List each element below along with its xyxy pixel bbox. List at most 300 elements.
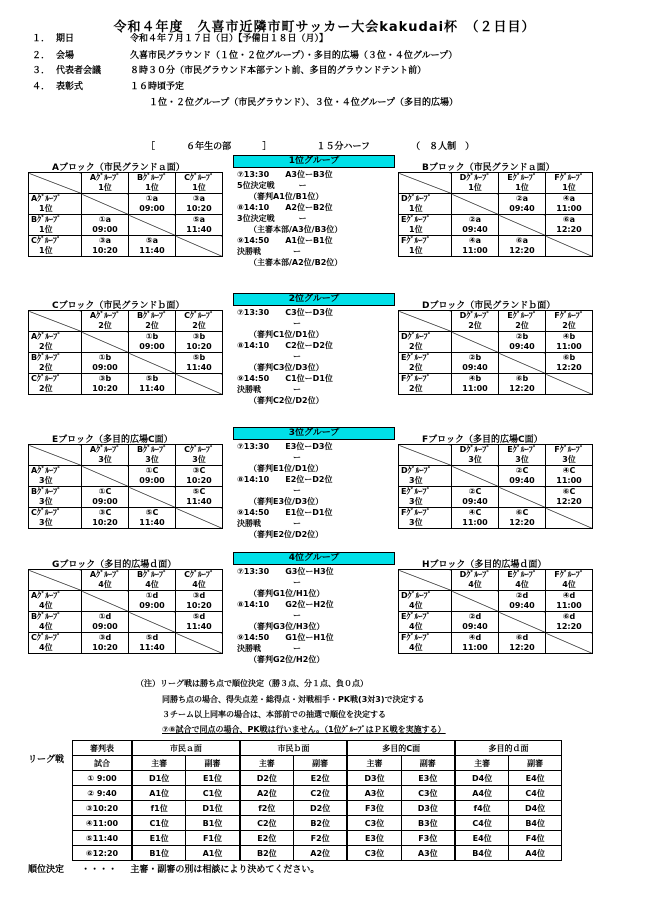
match-cell (82, 508, 129, 529)
match-time: 09:40 (509, 204, 535, 213)
ref-cell: E1位 (186, 771, 240, 786)
match-time: 10:20 (186, 476, 212, 485)
grid-self-cell (129, 215, 176, 236)
info-num: ４． (32, 82, 51, 92)
match-time: 10:20 (186, 204, 212, 213)
match-cell (176, 353, 223, 374)
ref-subhead: 主審 (240, 756, 294, 771)
row-group: Cｸﾞﾙｰﾌﾟ (31, 508, 61, 517)
match-time: 10:20 (186, 601, 212, 610)
ref-cell: B1位 (132, 846, 186, 861)
match-code: ③d (98, 633, 112, 642)
league-grid (28, 172, 223, 257)
match-cell (452, 353, 499, 374)
row-rank: 2位 (39, 342, 53, 351)
match-time: 10:20 (186, 342, 212, 351)
grid-self-cell (452, 466, 499, 487)
row-rank: 2位 (409, 384, 423, 393)
col-group: Cｸﾞﾙｰﾌﾟ (184, 311, 214, 320)
grid-self-cell (499, 612, 546, 633)
final-match-line: （審判C3位/D3位） (237, 363, 324, 372)
ref-cell: f1位 (132, 801, 186, 816)
group-header: 2位グループ (233, 293, 395, 306)
ref-subhead: 副審 (293, 756, 347, 771)
grid-row (29, 508, 223, 529)
match-time: 12:20 (509, 246, 535, 255)
grid-self-cell (176, 236, 223, 257)
row-group: Eｸﾞﾙｰﾌﾟ (401, 612, 431, 621)
match-time: 11:00 (556, 204, 582, 213)
row-rank: 4位 (409, 622, 423, 631)
match-cell (546, 332, 593, 353)
grid-col-header (176, 570, 223, 591)
match-time: 09:40 (509, 476, 535, 485)
match-time: 09:00 (139, 342, 165, 351)
ref-cell: A3位 (347, 786, 401, 801)
grid-row-label (399, 332, 452, 353)
match-time: 11:00 (556, 342, 582, 351)
grid-row (399, 633, 593, 654)
match-cell (176, 194, 223, 215)
ref-head: 多目的ｄ面 (455, 741, 562, 756)
group-header: 4位グループ (233, 552, 395, 565)
grid-col-header (176, 173, 223, 194)
col-rank: 1位 (192, 183, 206, 192)
row-rank: 1位 (39, 225, 53, 234)
row-rank: 4位 (39, 622, 53, 631)
col-group: Cｸﾞﾙｰﾌﾟ (184, 445, 214, 454)
col-rank: 2位 (468, 321, 482, 330)
note-line: （注）リーグ戦は勝ち点で順位決定（勝３点、分１点、負０点） (136, 679, 368, 688)
final-matches (237, 307, 333, 406)
match-code: ②d (468, 612, 482, 621)
match-code: ①a (145, 194, 159, 203)
final-match-line: ー (237, 486, 301, 495)
ref-cell: D3位 (347, 771, 401, 786)
match-code: ⑤d (192, 612, 206, 621)
ref-cell: A2位 (240, 786, 294, 801)
match-cell (546, 194, 593, 215)
final-match-line: 決勝戦 ー (237, 519, 301, 528)
ref-match: ① 9:00 (73, 771, 133, 786)
row-rank: 2位 (409, 342, 423, 351)
match-cell (129, 194, 176, 215)
col-group: Eｸﾞﾙｰﾌﾟ (507, 311, 537, 320)
match-code: ④C (562, 466, 576, 475)
final-match-line: 決勝戦 ー (237, 644, 301, 653)
match-time: 09:00 (92, 497, 118, 506)
grid-self-cell (82, 332, 129, 353)
ref-cell: F2位 (293, 831, 347, 846)
match-code: ①b (145, 332, 159, 341)
match-time: 12:20 (556, 622, 582, 631)
grid-col-header (82, 311, 129, 332)
row-rank: 1位 (409, 246, 423, 255)
match-cell (176, 487, 223, 508)
grid-self-cell (129, 612, 176, 633)
match-time: 09:00 (139, 601, 165, 610)
row-rank: 3位 (409, 476, 423, 485)
ref-cell: E3位 (401, 771, 455, 786)
match-time: 10:20 (92, 384, 118, 393)
ref-cell: B1位 (186, 816, 240, 831)
grid-row-label (399, 194, 452, 215)
ref-cell: F3位 (401, 831, 455, 846)
match-time: 12:20 (556, 363, 582, 372)
ref-match: ⑤11:40 (73, 831, 133, 846)
match-cell (546, 353, 593, 374)
ref-cell: C2位 (293, 786, 347, 801)
division-half: １５分ハーフ (316, 142, 371, 152)
ref-subhead: 副審 (509, 756, 562, 771)
row-group: Aｸﾞﾙｰﾌﾟ (31, 194, 62, 203)
ref-cell: f2位 (240, 801, 294, 816)
grid-row (29, 612, 223, 633)
grid-col-header (176, 311, 223, 332)
grid-col-header (82, 570, 129, 591)
col-rank: 1位 (515, 183, 529, 192)
final-match-line: （主審本部/A3位/B3位） (237, 225, 343, 234)
col-rank: 3位 (98, 455, 112, 464)
col-rank: 1位 (468, 183, 482, 192)
ref-row (73, 846, 562, 861)
ref-subhead: 主審 (132, 756, 186, 771)
match-cell (129, 374, 176, 395)
final-match-line: （審判E1位/D1位） (237, 464, 324, 473)
ref-subhead: 副審 (186, 756, 240, 771)
match-time: 11:00 (462, 643, 488, 652)
match-code: ③b (192, 332, 206, 341)
info-label: 期日 (56, 34, 75, 44)
grid-self-cell (546, 374, 593, 395)
ref-cell: C1位 (132, 816, 186, 831)
match-cell (176, 332, 223, 353)
match-code: ②d (515, 591, 529, 600)
match-cell (129, 508, 176, 529)
row-rank: 1位 (409, 225, 423, 234)
col-group: Eｸﾞﾙｰﾌﾟ (507, 570, 537, 579)
match-cell (499, 466, 546, 487)
row-rank: 3位 (409, 497, 423, 506)
col-rank: 2位 (562, 321, 576, 330)
row-rank: 3位 (39, 476, 53, 485)
final-match-line: ー (237, 352, 301, 361)
row-rank: 3位 (39, 497, 53, 506)
final-match-line: （審判G3位/H3位） (237, 622, 325, 631)
match-cell (546, 466, 593, 487)
match-code: ⑤a (192, 215, 206, 224)
ref-cell: E3位 (347, 831, 401, 846)
grid-row (29, 194, 223, 215)
ref-match: ④11:00 (73, 816, 133, 831)
match-time: 09:00 (92, 225, 118, 234)
grid-row-label (399, 466, 452, 487)
match-code: ③d (192, 591, 206, 600)
final-match-line: ⑦13:30 A3位ーB3位 (237, 170, 333, 179)
grid-col-header (176, 445, 223, 466)
grid-col-header (499, 570, 546, 591)
match-time: 11:00 (556, 476, 582, 485)
grid-col-header (82, 173, 129, 194)
grid-row-label (29, 466, 82, 487)
col-group: Fｸﾞﾙｰﾌﾟ (554, 173, 584, 182)
match-code: ①a (98, 215, 112, 224)
league-grid (398, 172, 593, 257)
final-match-line: ⑨14:50 A1位ーB1位 (237, 236, 333, 245)
col-rank: 2位 (515, 321, 529, 330)
grid-col-header (546, 311, 593, 332)
grid-col-header (452, 311, 499, 332)
match-time: 11:40 (139, 518, 165, 527)
grid-row-label (399, 612, 452, 633)
match-cell (452, 236, 499, 257)
grid-col-header (499, 173, 546, 194)
ref-cell: B3位 (401, 816, 455, 831)
row-rank: 2位 (409, 363, 423, 372)
ref-cell: C4位 (455, 816, 509, 831)
match-code: ②b (468, 353, 482, 362)
grid-row (399, 236, 593, 257)
info-text: 久喜市民グラウンド（１位・２位グループ）・多目的広場（３位・４位グループ） (130, 51, 458, 61)
grid-row-label (29, 374, 82, 395)
grid-self-cell (546, 633, 593, 654)
grid-col-header (452, 570, 499, 591)
final-match-line: ⑧14:10 C2位ーD2位 (237, 341, 333, 350)
match-time: 09:00 (139, 476, 165, 485)
match-time: 12:20 (509, 384, 535, 393)
match-time: 09:40 (509, 342, 535, 351)
match-cell (176, 466, 223, 487)
match-time: 11:40 (139, 643, 165, 652)
match-cell (82, 215, 129, 236)
match-cell (82, 487, 129, 508)
block-title: Bブロック（市民グランドａ面） (422, 163, 555, 173)
match-code: ⑥C (515, 508, 529, 517)
final-match-line: （審判C2位/D2位） (237, 396, 324, 405)
group-header: 3位グループ (233, 427, 395, 440)
grid-row-label (399, 374, 452, 395)
ref-cell: A4位 (455, 786, 509, 801)
match-time: 09:00 (139, 204, 165, 213)
grid-row (29, 487, 223, 508)
grid-self-cell (176, 508, 223, 529)
ref-subhead: 副審 (401, 756, 455, 771)
ref-cell: E2位 (240, 831, 294, 846)
row-group: Fｸﾞﾙｰﾌﾟ (401, 633, 431, 642)
grid-col-header (546, 570, 593, 591)
match-cell (499, 633, 546, 654)
match-code: ⑥a (562, 215, 576, 224)
col-group: Eｸﾞﾙｰﾌﾟ (507, 445, 537, 454)
block-title: Dブロック（市民グランドｂ面） (422, 301, 556, 311)
division-close: ］ (262, 142, 272, 152)
division-open: ［ (146, 142, 156, 152)
col-rank: 3位 (192, 455, 206, 464)
row-group: Aｸﾞﾙｰﾌﾟ (31, 466, 62, 475)
col-group: Fｸﾞﾙｰﾌﾟ (554, 311, 584, 320)
ref-subhead: 主審 (455, 756, 509, 771)
league-grid (28, 569, 223, 654)
match-cell (452, 508, 499, 529)
match-cell (82, 236, 129, 257)
ref-row (73, 801, 562, 816)
final-matches (237, 566, 334, 665)
note-line: ３チーム以上同率の場合は、本部前での抽選で順位を決定する (162, 710, 386, 719)
grid-row (29, 466, 223, 487)
final-match-line: ⑦13:30 G3位ーH3位 (237, 567, 334, 576)
ref-cell: A1位 (186, 846, 240, 861)
col-rank: 3位 (562, 455, 576, 464)
grid-row (399, 612, 593, 633)
grid-row (29, 236, 223, 257)
info-text: ８時３０分（市民グラウンド本部テント前、多目的グラウンドテント前） (130, 66, 427, 76)
match-code: ②C (515, 466, 529, 475)
match-code: ⑤C (192, 487, 206, 496)
match-code: ②b (515, 332, 529, 341)
grid-corner (29, 570, 82, 591)
ref-cell: A3位 (401, 846, 455, 861)
final-match-line: ー (237, 453, 301, 462)
ref-cell: D1位 (186, 801, 240, 816)
ref-row (73, 816, 562, 831)
col-rank: 2位 (192, 321, 206, 330)
ref-cell: F1位 (186, 831, 240, 846)
ref-cell: D1位 (132, 771, 186, 786)
grid-self-cell (82, 591, 129, 612)
col-group: Aｸﾞﾙｰﾌﾟ (89, 311, 121, 320)
row-group: Dｸﾞﾙｰﾌﾟ (401, 332, 432, 341)
grid-self-cell (499, 215, 546, 236)
match-code: ④b (468, 374, 482, 383)
ref-cell: C1位 (186, 786, 240, 801)
note-line: ⑦⑧試合で同点の場合、PK戦は行いません。（1位ｸﾞﾙｰﾌﾟはＰＫ戦を実施する） (162, 725, 446, 734)
grid-row-label (399, 215, 452, 236)
league-grid (398, 569, 593, 654)
footer-text: 主審・副審の別は相談により決めてください。 (130, 865, 320, 875)
match-code: ①C (98, 487, 112, 496)
grid-col-header (129, 570, 176, 591)
grid-row (399, 374, 593, 395)
ref-cell: B4位 (455, 846, 509, 861)
grid-col-header (129, 173, 176, 194)
grid-row-label (29, 612, 82, 633)
grid-row (29, 591, 223, 612)
col-group: Aｸﾞﾙｰﾌﾟ (89, 173, 121, 182)
grid-self-cell (499, 487, 546, 508)
grid-self-cell (82, 466, 129, 487)
col-group: Dｸﾞﾙｰﾌﾟ (459, 311, 491, 320)
match-time: 11:00 (556, 601, 582, 610)
ref-cell: E2位 (293, 771, 347, 786)
info-label: 表彰式 (56, 82, 84, 92)
match-cell (546, 612, 593, 633)
final-match-line: ー (237, 319, 301, 328)
grid-row (29, 374, 223, 395)
ref-cell: A2位 (293, 846, 347, 861)
row-rank: 4位 (409, 601, 423, 610)
row-rank: 2位 (39, 384, 53, 393)
ref-cell: f4位 (455, 801, 509, 816)
col-group: Dｸﾞﾙｰﾌﾟ (459, 445, 491, 454)
grid-self-cell (452, 332, 499, 353)
grid-row (399, 215, 593, 236)
match-time: 10:20 (92, 518, 118, 527)
ref-head: 市民ｂ面 (240, 741, 348, 756)
ref-subhead: 主審 (347, 756, 401, 771)
grid-row-label (29, 236, 82, 257)
match-code: ⑤d (145, 633, 159, 642)
match-cell (129, 332, 176, 353)
match-time: 12:20 (509, 643, 535, 652)
match-code: ②C (468, 487, 482, 496)
grid-self-cell (452, 194, 499, 215)
info-text: １位・２位グループ（市民グラウンド）、３位・４位グループ（多目的広場） (149, 98, 459, 108)
grid-row-label (29, 215, 82, 236)
final-match-line: ⑦13:30 E3位ーD3位 (237, 442, 333, 451)
final-match-line: 決勝戦 ー (237, 385, 301, 394)
grid-row-label (29, 194, 82, 215)
match-cell (176, 591, 223, 612)
ref-cell: A1位 (132, 786, 186, 801)
grid-self-cell (82, 194, 129, 215)
match-cell (546, 215, 593, 236)
match-time: 11:40 (186, 497, 212, 506)
row-rank: 3位 (409, 518, 423, 527)
match-cell (82, 374, 129, 395)
block-title: Gブロック（多目的広場ｄ面） (52, 560, 177, 570)
ref-cell: F4位 (509, 831, 562, 846)
match-code: ⑥b (515, 374, 529, 383)
final-match-line: （審判C1位/D1位） (237, 330, 324, 339)
col-rank: 4位 (562, 580, 576, 589)
match-time: 09:40 (462, 363, 488, 372)
grid-self-cell (499, 353, 546, 374)
info-num: ２． (32, 51, 51, 61)
match-time: 11:40 (139, 246, 165, 255)
grid-row-label (399, 633, 452, 654)
ref-cell: D4位 (509, 801, 562, 816)
grid-row (29, 633, 223, 654)
match-time: 11:00 (462, 518, 488, 527)
row-group: Dｸﾞﾙｰﾌﾟ (401, 194, 432, 203)
final-match-line: 3位決定戦 ー (237, 214, 307, 223)
row-group: Aｸﾞﾙｰﾌﾟ (31, 332, 62, 341)
row-group: Dｸﾞﾙｰﾌﾟ (401, 591, 432, 600)
ref-cell: B2位 (293, 816, 347, 831)
match-time: 09:40 (462, 622, 488, 631)
row-rank: 4位 (409, 643, 423, 652)
col-group: Dｸﾞﾙｰﾌﾟ (459, 173, 491, 182)
match-code: ④d (562, 591, 576, 600)
row-group: Eｸﾞﾙｰﾌﾟ (401, 215, 431, 224)
match-cell (499, 508, 546, 529)
match-cell (499, 236, 546, 257)
final-match-line: （審判E3位/D3位） (237, 497, 324, 506)
ref-cell: A4位 (509, 846, 562, 861)
match-cell (82, 633, 129, 654)
match-cell (499, 194, 546, 215)
row-group: Fｸﾞﾙｰﾌﾟ (401, 374, 431, 383)
division-players: （ ８人制 ） (411, 142, 475, 152)
ref-cell: E4位 (455, 831, 509, 846)
grid-col-header (452, 445, 499, 466)
match-code: ④a (562, 194, 576, 203)
match-cell (499, 591, 546, 612)
grid-corner (29, 173, 82, 194)
col-group: Bｸﾞﾙｰﾌﾟ (136, 445, 168, 454)
row-group: Cｸﾞﾙｰﾌﾟ (31, 236, 61, 245)
ref-cell: C4位 (509, 786, 562, 801)
